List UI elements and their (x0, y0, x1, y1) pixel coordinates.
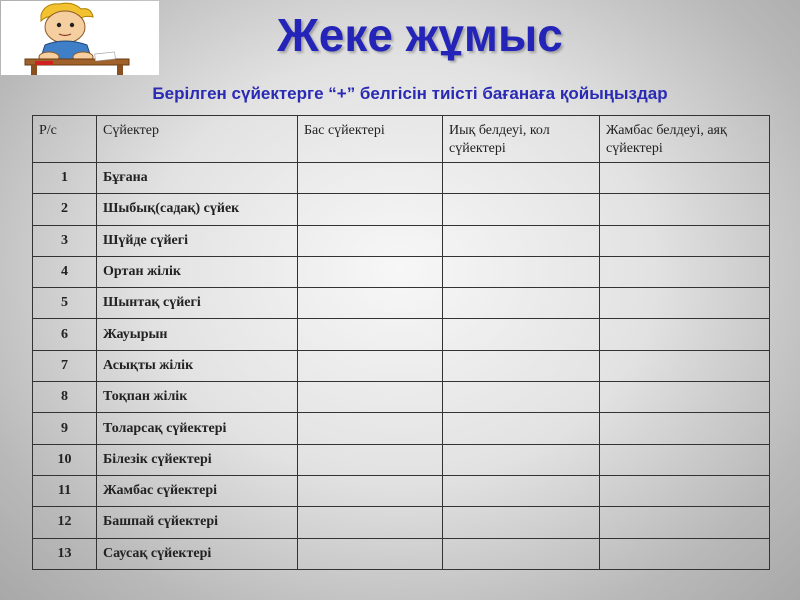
arm-cell[interactable] (443, 319, 600, 350)
skull-cell[interactable] (298, 288, 443, 319)
bone-name: Жамбас сүйектері (97, 475, 298, 506)
row-number: 5 (33, 288, 97, 319)
bone-name: Шынтақ сүйегі (97, 288, 298, 319)
table-row (33, 319, 770, 350)
student-at-desk-image (1, 1, 159, 75)
table-header-row (33, 116, 770, 163)
header-number: Р/с (33, 116, 97, 163)
bone-name: Білезік сүйектері (97, 444, 298, 475)
table-row (33, 538, 770, 569)
header-pelvis-leg-bones: Жамбас белдеуі, аяқ сүйектері (600, 116, 770, 163)
bone-name: Толарсақ сүйектері (97, 413, 298, 444)
arm-cell[interactable] (443, 475, 600, 506)
bone-name: Шүйде сүйегі (97, 225, 298, 256)
leg-cell[interactable] (600, 444, 770, 475)
bones-table (32, 115, 770, 570)
arm-cell[interactable] (443, 256, 600, 287)
skull-cell[interactable] (298, 444, 443, 475)
row-number: 10 (33, 444, 97, 475)
table-row (33, 256, 770, 287)
bone-name: Ортан жілік (97, 256, 298, 287)
row-number: 6 (33, 319, 97, 350)
header-shoulder-arm-bones: Иық белдеуі, кол сүйектері (443, 116, 600, 163)
row-number: 13 (33, 538, 97, 569)
table-row (33, 350, 770, 381)
arm-cell[interactable] (443, 163, 600, 194)
skull-cell[interactable] (298, 194, 443, 225)
table-row (33, 475, 770, 506)
header-skull-bones: Бас сүйектері (298, 116, 443, 163)
row-number: 1 (33, 163, 97, 194)
leg-cell[interactable] (600, 475, 770, 506)
leg-cell[interactable] (600, 163, 770, 194)
skull-cell[interactable] (298, 350, 443, 381)
skull-cell[interactable] (298, 319, 443, 350)
leg-cell[interactable] (600, 507, 770, 538)
skull-cell[interactable] (298, 507, 443, 538)
skull-cell[interactable] (298, 163, 443, 194)
table-row (33, 444, 770, 475)
table-row (33, 382, 770, 413)
arm-cell[interactable] (443, 382, 600, 413)
skull-cell[interactable] (298, 225, 443, 256)
arm-cell[interactable] (443, 507, 600, 538)
bone-name: Асықты жілік (97, 350, 298, 381)
leg-cell[interactable] (600, 413, 770, 444)
arm-cell[interactable] (443, 413, 600, 444)
leg-cell[interactable] (600, 225, 770, 256)
table-row (33, 288, 770, 319)
table-row (33, 225, 770, 256)
leg-cell[interactable] (600, 194, 770, 225)
table-row (33, 194, 770, 225)
row-number: 3 (33, 225, 97, 256)
arm-cell[interactable] (443, 194, 600, 225)
table-row (33, 507, 770, 538)
skull-cell[interactable] (298, 382, 443, 413)
skull-cell[interactable] (298, 413, 443, 444)
row-number: 2 (33, 194, 97, 225)
bone-name: Жауырын (97, 319, 298, 350)
row-number: 7 (33, 350, 97, 381)
table-row (33, 163, 770, 194)
leg-cell[interactable] (600, 288, 770, 319)
skull-cell[interactable] (298, 256, 443, 287)
bone-name: Башпай сүйектері (97, 507, 298, 538)
leg-cell[interactable] (600, 350, 770, 381)
row-number: 9 (33, 413, 97, 444)
arm-cell[interactable] (443, 225, 600, 256)
header-bones: Сүйектер (97, 116, 298, 163)
slide-title: Жеке жұмыс (277, 9, 563, 61)
arm-cell[interactable] (443, 538, 600, 569)
bone-name: Саусақ сүйектері (97, 538, 298, 569)
leg-cell[interactable] (600, 538, 770, 569)
leg-cell[interactable] (600, 382, 770, 413)
arm-cell[interactable] (443, 350, 600, 381)
bone-name: Шыбық(садақ) сүйек (97, 194, 298, 225)
row-number: 11 (33, 475, 97, 506)
row-number: 12 (33, 507, 97, 538)
skull-cell[interactable] (298, 475, 443, 506)
arm-cell[interactable] (443, 444, 600, 475)
arm-cell[interactable] (443, 288, 600, 319)
instruction-text: Берілген сүйектерге “+” белгісін тиісті бағанаға қойыңыздар (152, 84, 668, 103)
row-number: 8 (33, 382, 97, 413)
table-row (33, 413, 770, 444)
row-number: 4 (33, 256, 97, 287)
leg-cell[interactable] (600, 256, 770, 287)
bone-name: Бұғана (97, 163, 298, 194)
leg-cell[interactable] (600, 319, 770, 350)
skull-cell[interactable] (298, 538, 443, 569)
bone-name: Тоқпан жілік (97, 382, 298, 413)
